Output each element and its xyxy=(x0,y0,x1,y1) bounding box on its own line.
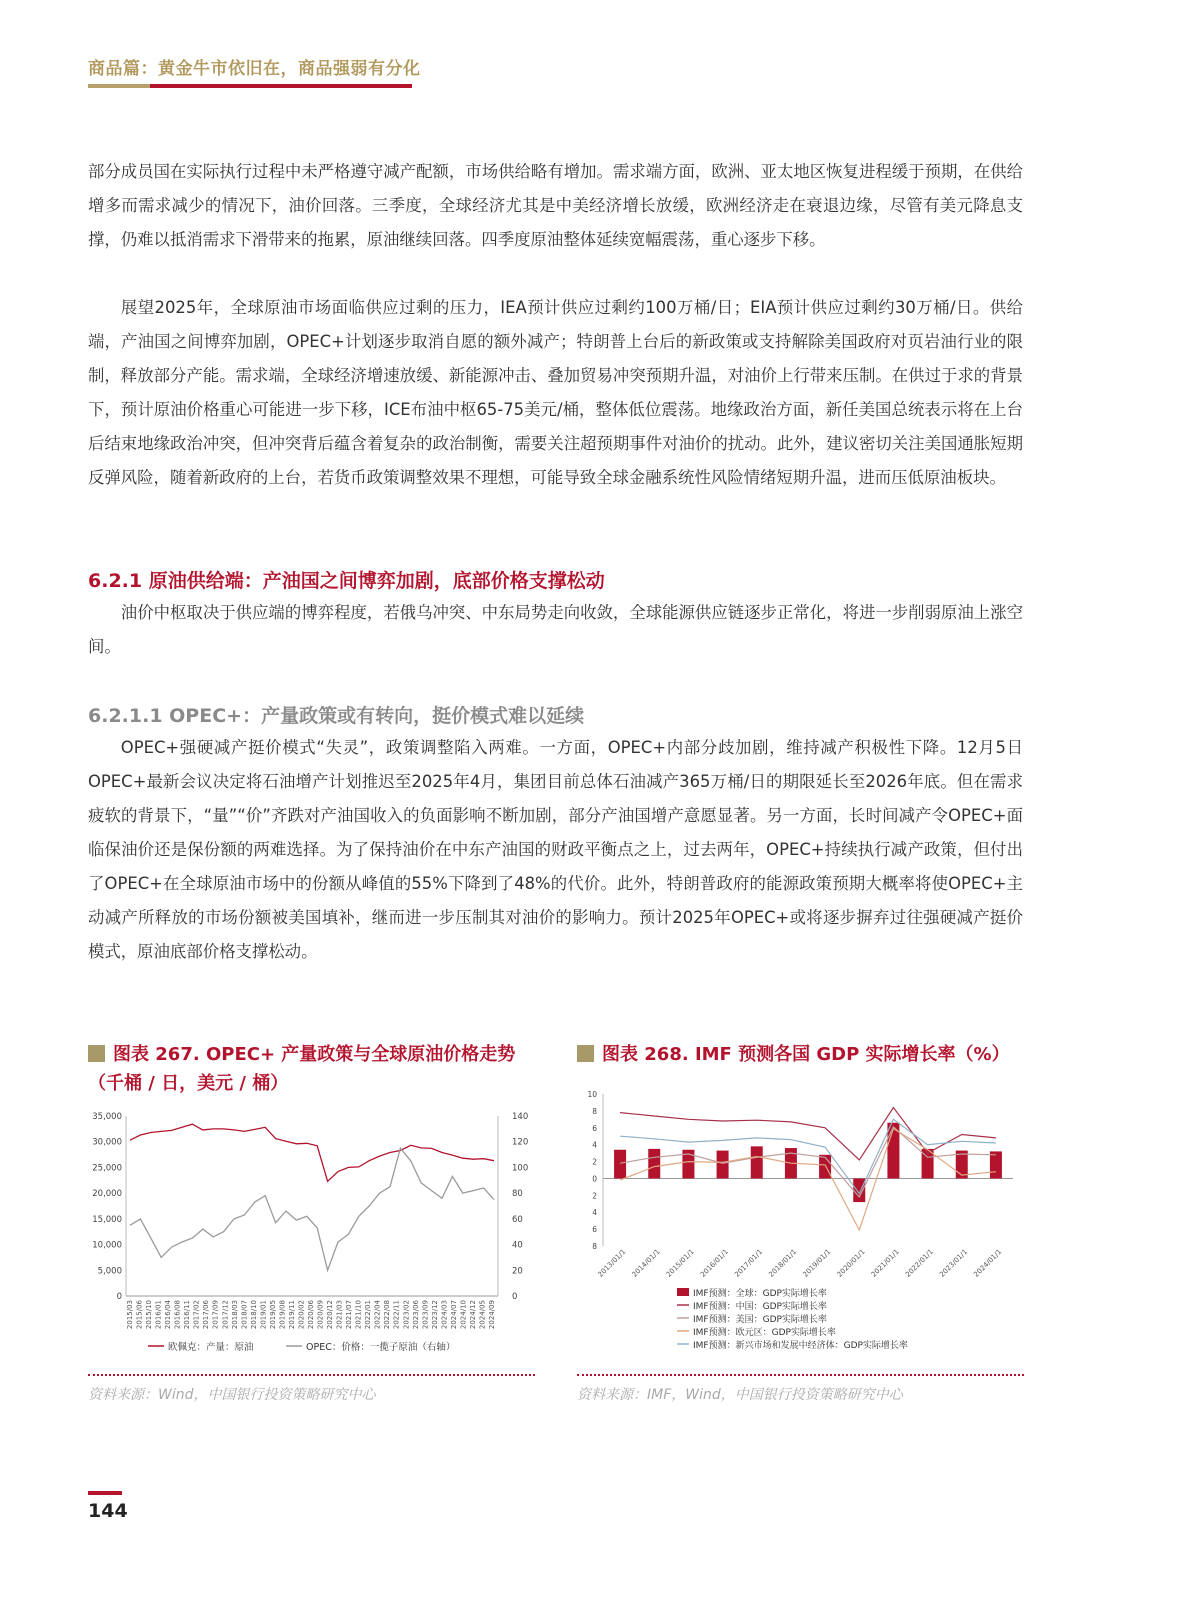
x-axis-tick-label: 2017/09 xyxy=(211,1300,220,1330)
legend-label: IMF预测：新兴市场和发展中经济体：GDP实际增长率 xyxy=(693,1341,908,1351)
x-axis-tick-label: 2021/03 xyxy=(335,1300,344,1330)
x-axis-tick-label: 2016/01/1 xyxy=(698,1247,730,1279)
right-axis-tick-label: 80 xyxy=(512,1189,523,1200)
figure-267-source: 资料来源：Wind，中国银行投资策略研究中心 xyxy=(88,1387,376,1403)
left-axis-tick-label: 15,000 xyxy=(92,1214,122,1225)
x-axis-tick-label: 2024/09 xyxy=(488,1300,496,1330)
x-axis-tick-label: 2020/12 xyxy=(326,1300,335,1330)
x-axis-tick-label: 2023/06 xyxy=(411,1300,420,1330)
x-axis-tick-label: 2016/11 xyxy=(183,1300,192,1330)
x-axis-tick-label: 2023/09 xyxy=(421,1300,430,1330)
page-number-rule xyxy=(88,1491,122,1495)
y-axis-tick-label: 2 xyxy=(592,1157,597,1167)
figure-268-title-text: 图表 268. IMF 预测各国 GDP 实际增长率（%） xyxy=(602,1044,1010,1065)
x-axis-tick-label: 2013/01/1 xyxy=(596,1247,628,1279)
bar xyxy=(717,1151,729,1179)
chart-imf-gdp-growth xyxy=(577,1086,1027,1362)
figure-267-title xyxy=(88,1040,543,1098)
left-axis-tick-label: 30,000 xyxy=(92,1137,122,1148)
y-axis-tick-label: 6 xyxy=(592,1123,597,1133)
legend-label: IMF预测：美国：GDP实际增长率 xyxy=(693,1315,827,1325)
x-axis-tick-label: 2016/04 xyxy=(164,1300,173,1330)
legend-swatch xyxy=(677,1288,689,1296)
x-axis-tick-label: 2019/05 xyxy=(268,1300,277,1330)
y-axis-tick-label: 10 xyxy=(587,1090,597,1099)
bar xyxy=(751,1146,763,1178)
paragraph-1: 部分成员国在实际执行过程中未严格遵守减产配额，市场供给略有增加。需求端方面，欧洲、亚太地区恢复进程缓于预期，在供给增多而需求减少的情况下，油价回落。三季度，全球经济尤其是中美经济增长放缓，欧洲经济走在衰退边缘，尽管有美元降息支撑，仍难以抵消需求下滑带来的拖累，原油继续回落。四季度原油整体延续宽幅震荡，重心逐步下移。 xyxy=(88,162,1023,249)
series-line xyxy=(620,1127,996,1197)
bar xyxy=(614,1150,626,1179)
x-axis-tick-label: 2022/11 xyxy=(392,1300,401,1330)
header-title: 商品篇：黄金牛市依旧在，商品强弱有分化 xyxy=(88,59,421,79)
x-axis-tick-label: 2019/11 xyxy=(287,1300,296,1330)
y-axis-tick-label: 8 xyxy=(592,1242,597,1251)
x-axis-tick-label: 2020/09 xyxy=(316,1300,325,1330)
x-axis-tick-label: 2020/02 xyxy=(297,1300,306,1330)
series-line xyxy=(620,1108,996,1160)
x-axis-tick-label: 2023/12 xyxy=(430,1300,439,1330)
bar xyxy=(648,1149,660,1179)
x-axis-tick-label: 2024/10 xyxy=(459,1300,468,1330)
y-axis-tick-label: 4 xyxy=(592,1208,597,1218)
left-axis-tick-label: 25,000 xyxy=(92,1163,122,1174)
x-axis-tick-label: 2018/03 xyxy=(230,1300,239,1330)
paragraph-2: 展望2025年，全球原油市场面临供应过剩的压力，IEA预计供应过剩约100万桶/日；EIA预计供应过剩约30万桶/日。供给端，产油国之间博弈加剧，OPEC+计划逐步取消自愿的额外减产；特朗普上台后的新政策或支持解除美国政府对页岩油行业的限制，释放部分产能。需求端，全球经济增速放缓、新能源冲击、叠加贸易冲突预期升温，对油价上行带来压制。在供过于求的背景下，预计原油价格重心可能进一步下移，ICE布油中枢65-75美元/桶，整体低位震荡。地缘政治方面，新任美国总统表示将在上台后结束地缘政治冲突，但冲突背后蕴含着复杂的政治制衡，需要关注超预期事件对油价的扰动。此外，建议密切关注美国通胀短期反弹风险，随着新政府的上台，若货币政策调整效果不理想，可能导致全球金融系统性风险情绪短期升温，进而压低原油板块。 xyxy=(88,298,1023,487)
x-axis-tick-label: 2017/01/1 xyxy=(733,1247,765,1279)
section-heading-6-2-1-1: 6.2.1.1 OPEC+：产量政策或有转向，挺价模式难以延续 xyxy=(88,705,585,727)
x-axis-tick-label: 2015/01/1 xyxy=(664,1247,696,1279)
x-axis-tick-label: 2024/01/1 xyxy=(972,1247,1004,1279)
legend-label: IMF预测：中国：GDP实际增长率 xyxy=(693,1302,827,1312)
x-axis-tick-label: 2023/01/1 xyxy=(938,1247,970,1279)
x-axis-tick-label: 2016/08 xyxy=(173,1300,182,1330)
left-axis-tick-label: 5,000 xyxy=(97,1266,122,1277)
x-axis-tick-label: 2019/08 xyxy=(278,1300,287,1330)
legend-label: 欧佩克：产量：原油 xyxy=(168,1342,254,1353)
x-axis-tick-label: 2024/05 xyxy=(478,1300,487,1330)
x-axis-tick-label: 2017/12 xyxy=(221,1300,230,1330)
figure-268-title xyxy=(577,1040,1032,1069)
y-axis-tick-label: 0 xyxy=(592,1174,597,1184)
series-line xyxy=(130,1148,494,1270)
figure-marker-icon xyxy=(88,1045,105,1062)
x-axis-tick-label: 2019/01/1 xyxy=(801,1247,833,1279)
legend-label: IMF预测：欧元区：GDP实际增长率 xyxy=(693,1328,836,1338)
x-axis-tick-label: 2018/01/1 xyxy=(767,1247,799,1279)
right-axis-tick-label: 0 xyxy=(512,1292,518,1302)
series-line xyxy=(130,1124,494,1181)
page-number: 144 xyxy=(88,1500,128,1522)
x-axis-tick-label: 2017/06 xyxy=(202,1300,211,1330)
section-heading-6-2-1: 6.2.1 原油供给端：产油国之间博弈加剧，底部价格支撑松动 xyxy=(88,570,605,592)
bar xyxy=(990,1151,1002,1178)
x-axis-tick-label: 2020/01/1 xyxy=(835,1247,867,1279)
y-axis-tick-label: 8 xyxy=(592,1106,597,1116)
right-axis-tick-label: 120 xyxy=(512,1137,529,1148)
right-axis-tick-label: 40 xyxy=(512,1240,523,1251)
x-axis-tick-label: 2022/04 xyxy=(373,1300,382,1330)
header-rule-red xyxy=(150,84,412,88)
right-axis-tick-label: 60 xyxy=(512,1214,523,1225)
x-axis-tick-label: 2014/01/1 xyxy=(630,1247,662,1279)
left-axis-tick-label: 10,000 xyxy=(92,1240,122,1251)
bar xyxy=(819,1155,831,1179)
x-axis-tick-label: 2015/10 xyxy=(145,1300,154,1330)
legend-label: IMF预测：全球：GDP实际增长率 xyxy=(693,1289,827,1299)
right-axis-tick-label: 140 xyxy=(512,1112,529,1122)
right-axis-tick-label: 20 xyxy=(512,1266,523,1277)
y-axis-tick-label: 6 xyxy=(592,1225,597,1235)
chart-opec-production-oil-price xyxy=(88,1104,538,1356)
paragraph-4: OPEC+强硬减产挺价模式“失灵”，政策调整陷入两难。一方面，OPEC+内部分歧加剧，维持减产积极性下降。12月5日OPEC+最新会议决定将石油增产计划推迟至2025年4月，集团目前总体石油减产365万桶/日的期限延长至2026年底。但在需求疲软的背景下，“量”“价”齐跌对产油国收入的负面影响不断加剧，部分产油国增产意愿显著。另一方面，长时间减产令OPEC+面临保油价还是保份额的两难选择。为了保持油价在中东产油国的财政平衡点之上，过去两年，OPEC+持续执行减产政策，但付出了OPEC+在全球原油市场中的份额从峰值的55%下降到了48%的代价。此外，特朗普政府的能源政策预期大概率将使OPEC+主动减产所释放的市场份额被美国填补，继而进一步压制其对油价的影响力。预计2025年OPEC+或将逐步摒弃过往强硬减产挺价模式，原油底部价格支撑松动。 xyxy=(88,738,1023,961)
x-axis-tick-label: 2022/08 xyxy=(383,1300,392,1330)
x-axis-tick-label: 2023/02 xyxy=(402,1300,411,1330)
left-axis-tick-label: 0 xyxy=(116,1292,122,1302)
left-axis-tick-label: 35,000 xyxy=(92,1112,122,1122)
x-axis-tick-label: 2024/07 xyxy=(449,1300,458,1330)
x-axis-tick-label: 2021/07 xyxy=(345,1300,354,1330)
x-axis-tick-label: 2021/10 xyxy=(354,1300,363,1330)
x-axis-tick-label: 2015/06 xyxy=(135,1300,144,1330)
header-rule-gold xyxy=(88,84,150,88)
x-axis-tick-label: 2017/02 xyxy=(192,1300,201,1330)
right-axis-tick-label: 100 xyxy=(512,1163,529,1174)
x-axis-tick-label: 2022/01 xyxy=(364,1300,373,1330)
x-axis-tick-label: 2016/01 xyxy=(154,1300,163,1330)
y-axis-tick-label: 2 xyxy=(592,1191,597,1201)
left-axis-tick-label: 20,000 xyxy=(92,1189,122,1200)
x-axis-tick-label: 2019/01 xyxy=(259,1300,268,1330)
source-divider xyxy=(577,1374,1024,1376)
x-axis-tick-label: 2022/01/1 xyxy=(903,1247,935,1279)
figure-267-title-text: 图表 267. OPEC+ 产量政策与全球原油价格走势（千桶 / 日，美元 / 桶） xyxy=(88,1044,516,1094)
figure-marker-icon xyxy=(577,1045,594,1062)
bar xyxy=(853,1178,865,1202)
x-axis-tick-label: 2024/03 xyxy=(440,1300,449,1330)
x-axis-tick-label: 2024/12 xyxy=(468,1300,477,1330)
x-axis-tick-label: 2020/06 xyxy=(307,1300,315,1330)
x-axis-tick-label: 2015/03 xyxy=(126,1300,134,1330)
x-axis-tick-label: 2018/10 xyxy=(249,1300,258,1330)
y-axis-tick-label: 4 xyxy=(592,1140,597,1150)
paragraph-3: 油价中枢取决于供应端的博弈程度，若俄乌冲突、中东局势走向收敛，全球能源供应链逐步正常化，将进一步削弱原油上涨空间。 xyxy=(88,603,1023,656)
figure-268-source: 资料来源：IMF，Wind，中国银行投资策略研究中心 xyxy=(577,1387,903,1403)
source-divider xyxy=(88,1374,535,1376)
x-axis-tick-label: 2021/01/1 xyxy=(869,1247,901,1279)
legend-label: OPEC：价格：一揽子原油（右轴） xyxy=(306,1342,456,1353)
x-axis-tick-label: 2018/07 xyxy=(240,1300,249,1330)
